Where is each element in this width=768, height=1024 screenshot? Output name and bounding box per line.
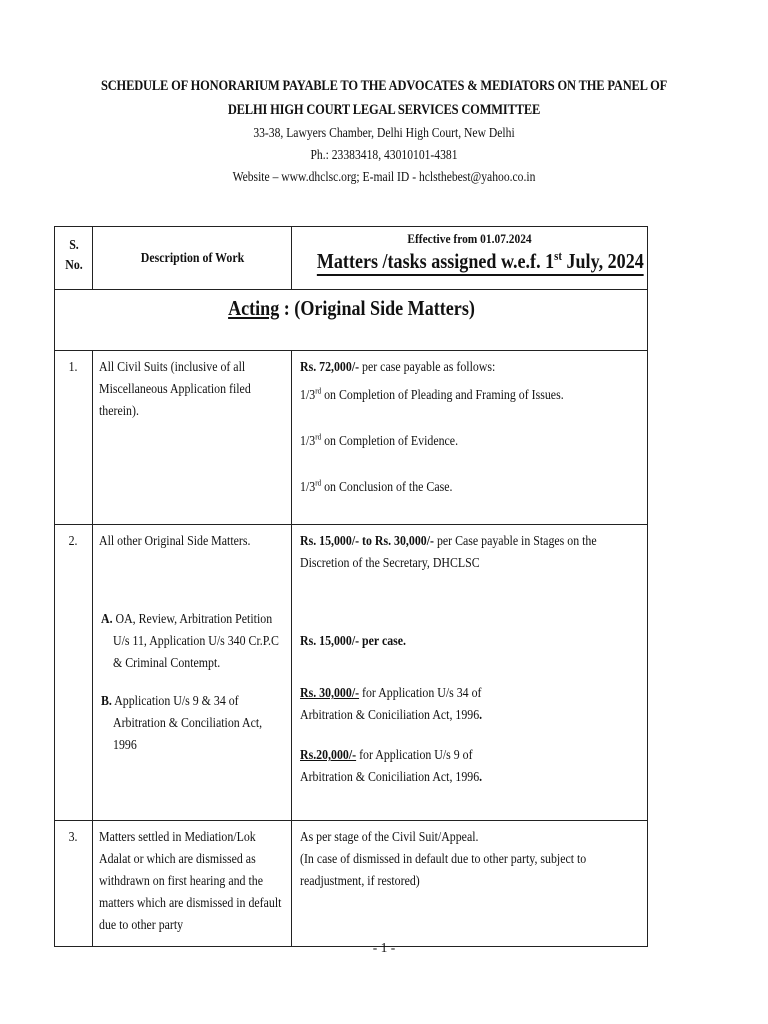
sno-header-line2: No. <box>64 257 83 272</box>
acting-row <box>55 290 648 351</box>
document-header <box>0 74 768 188</box>
row-description: Matters settled in Mediation/Lok Adalat or which are dismissed as withdrawn on first hearing and the matters which are dismissed in default due to other party <box>93 821 292 947</box>
website: Website – www.dhclsc.org; E-mail ID - hclsthebest@yahoo.co.in <box>232 169 536 184</box>
matters-assigned <box>316 248 644 278</box>
row-honorarium: As per stage of the Civil Suit/Appeal. (In case of dismissed in default due to other party, subject to readjustment, if restored) <box>292 821 648 947</box>
acting-heading <box>55 290 648 351</box>
sub-item-a: A. OA, Review, Arbitration Petition U/s 11, Application U/s 340 Cr.P.C & Criminal Contempt. <box>101 611 279 670</box>
row-honorarium: Rs. 15,000/- to Rs. 30,000/- per Case payable in Stages on the Discretion of the Secretary, DHCLSC Rs. 15,000/- per case. Rs. 30,000/- for Application U/s 34 of Arbitration & Coniciliation Act, 1996. Rs.20,000/- for Application U/s 9 of Arbitration & Coniciliation Act, 1996. <box>292 525 648 821</box>
row-description: All Civil Suits (inclusive of all Miscellaneous Application filed therein). <box>93 351 292 525</box>
row-number: 1. <box>55 351 93 525</box>
title-line-1: SCHEDULE OF HONORARIUM PAYABLE TO THE ADVOCATES & MEDIATORS ON THE PANEL OF <box>100 78 668 94</box>
address: 33-38, Lawyers Chamber, Delhi High Court, New Delhi <box>253 125 515 140</box>
row-honorarium: Rs. 72,000/- per case payable as follows: 1/3rd on Completion of Pleading and Framing of Issues. 1/3rd on Completion of Evidence. 1/3rd on Conclusion of the Case. <box>292 351 648 525</box>
page-number: - 1 - <box>372 940 396 955</box>
effective-date: Effective from 01.07.2024 <box>407 231 532 246</box>
table-row <box>55 351 648 525</box>
table-row <box>55 821 648 947</box>
sno-header <box>57 227 90 290</box>
matters-pre: Matters /tasks assigned w.e.f. 1 <box>316 249 555 273</box>
row-number: 2. <box>55 525 93 821</box>
matters-sup: st <box>554 249 562 263</box>
effective-header <box>292 227 648 290</box>
row-number: 3. <box>55 821 93 947</box>
amount: Rs. 15,000/- per case. <box>300 633 407 648</box>
description-header: Description of Work <box>104 227 279 290</box>
table-header-row <box>55 227 648 290</box>
honorarium-table <box>54 226 648 947</box>
acting-rest: : (Original Side Matters) <box>278 296 475 320</box>
sno-header-line1: S. <box>68 237 79 252</box>
table-row <box>55 525 648 821</box>
row-description: All other Original Side Matters. A. OA, Review, Arbitration Petition U/s 11, Application U/s 340 Cr.P.C & Criminal Contempt. B. Application U/s 9 & 34 of Arbitration & Conciliation Act, 1996 <box>93 525 292 821</box>
phone: Ph.: 23383418, 43010101-4381 <box>310 147 458 162</box>
sub-item-b: B. Application U/s 9 & 34 of Arbitration & Conciliation Act, 1996 <box>101 693 263 752</box>
amount: Rs. 72,000/- <box>300 359 360 374</box>
acting-label: Acting <box>227 296 279 320</box>
matters-post: July, 2024 <box>561 249 644 273</box>
title-line-2: DELHI HIGH COURT LEGAL SERVICES COMMITTEE <box>227 102 541 118</box>
